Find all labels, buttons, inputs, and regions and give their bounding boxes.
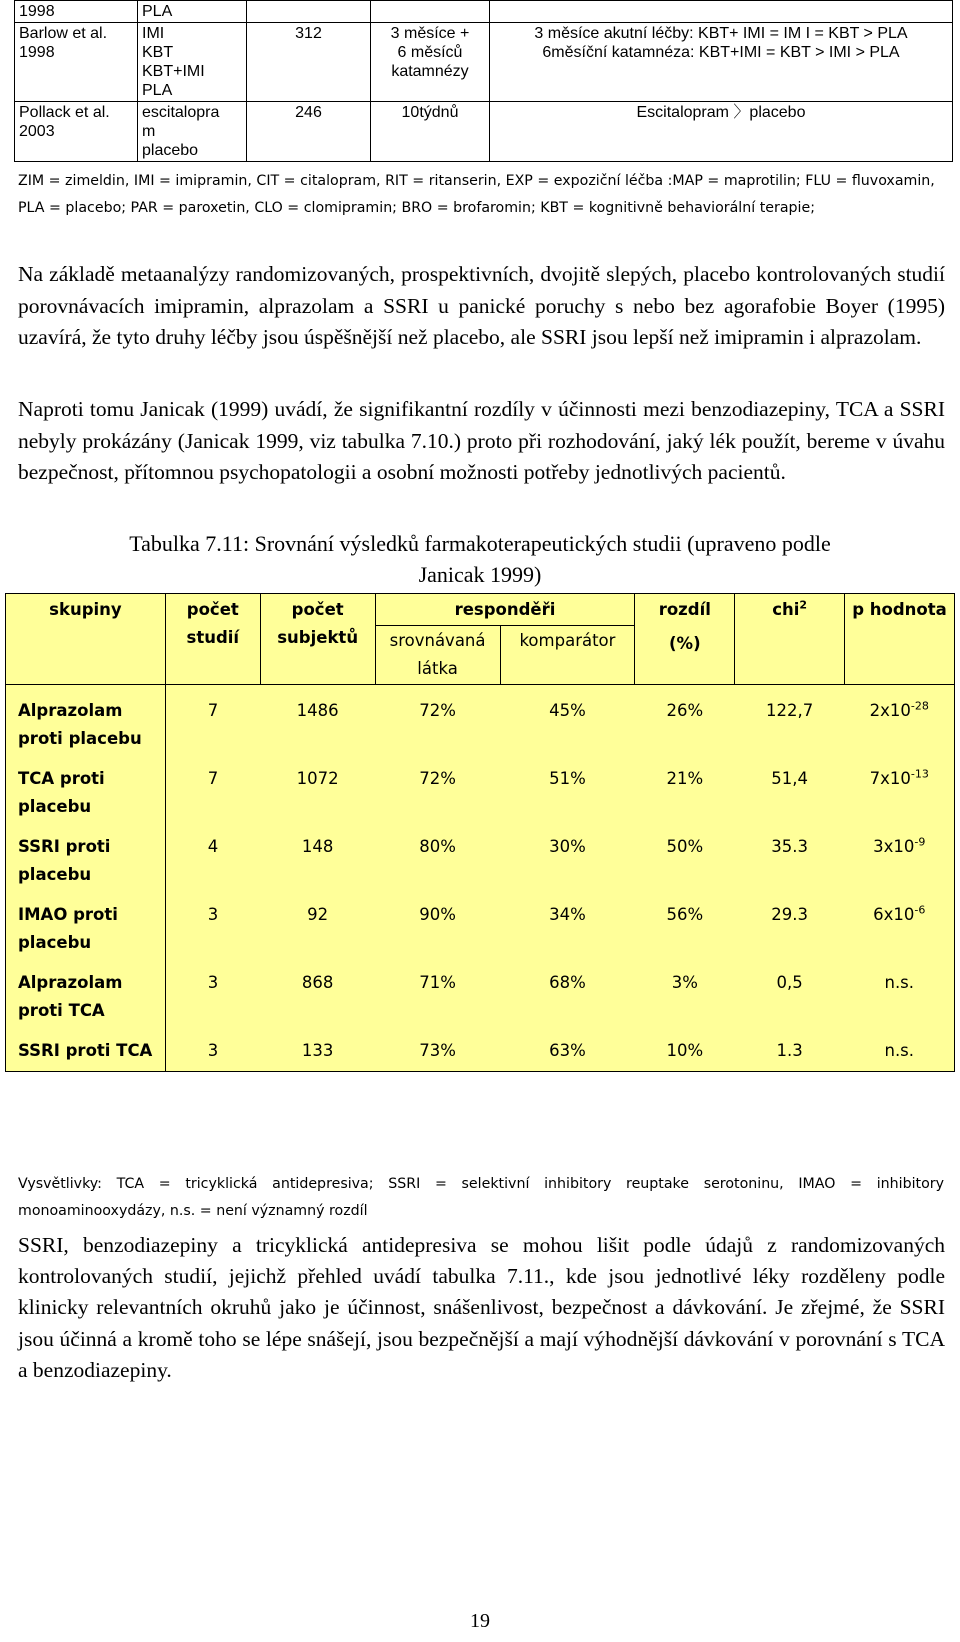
header-p-value: p hodnota — [845, 594, 955, 685]
compared-cell: 90% — [375, 895, 500, 963]
subjects-cell: 148 — [260, 827, 375, 895]
header-groups: skupiny — [6, 594, 166, 685]
header-responders: responděři — [375, 594, 635, 626]
comparator-cell: 34% — [500, 895, 635, 963]
difference-cell: 56% — [635, 895, 735, 963]
studies-cell: 7 — [165, 759, 260, 827]
studies-cell: 3 — [165, 1031, 260, 1072]
study-n-cell — [247, 102, 371, 162]
chi-cell: 51,4 — [735, 759, 845, 827]
paragraph-janicak: Naproti tomu Janicak (1999) uvádí, že signifikantní rozdíly v účinnosti mezi benzodiazepiny, TCA a SSRI nebyly prokázány (Janicak 1999, viz tabulka 7.10.) proto při rozhodování, jaký lék použít, bereme v úvahu bezpečnost, přítomnou psychopatologii a osobní možnosti potřeby jednotlivých pacientů. — [18, 397, 945, 484]
study-result-line: 3 měsíce akutní léčby: KBT+ IMI = IM I = KBT > PLA — [534, 25, 908, 42]
study-groups-cell — [138, 102, 247, 162]
subjects-cell: 92 — [260, 895, 375, 963]
p-value-exponent: -9 — [914, 835, 926, 849]
abbreviation-note: ZIM = zimeldin, IMI = imipramin, CIT = citalopram, RIT = ritanserin, EXP = expoziční léčba :MAP = maprotilin; FLU = fluvoxamin, PLA = placebo; PAR = paroxetin, CLO = clomipramin; BRO = brofaromin; KBT = kognitivně behaviorální terapie; — [18, 173, 935, 216]
p-value-cell — [845, 895, 955, 963]
study-groups-cell — [138, 23, 247, 102]
caption-line-2: Janicak 1999) — [418, 562, 542, 587]
comparison-row — [6, 895, 955, 963]
pharmacotherapy-comparison-table — [5, 593, 955, 1072]
p-value-exponent: -28 — [910, 699, 929, 713]
comparison-row — [6, 1031, 955, 1072]
subjects-cell: 1072 — [260, 759, 375, 827]
p-value-exponent: -6 — [914, 903, 926, 917]
compared-cell: 72% — [375, 759, 500, 827]
study-study-cell — [15, 23, 138, 102]
study-groups-line: placebo — [142, 142, 199, 159]
header-chi — [735, 594, 845, 685]
header-comparator: komparátor — [500, 626, 635, 685]
study-result-cell — [490, 23, 953, 102]
compared-cell: 72% — [375, 685, 500, 760]
group-cell: SSRI proti placebu — [6, 827, 166, 895]
comparison-row — [6, 963, 955, 1031]
paragraph-ssri-summary: SSRI, benzodiazepiny a tricyklická antidepresiva se mohou lišit podle údajů z randomizovaných kontrolovaných studií, jejichž přehled uvádí tabulka 7.11., kde jsou jednotlivé léky rozděleny podle klinicky relevantních okruhů jako je účinnost, snášenlivost, bezpečnost a dávkování. Je zřejmé, že SSRI jsou účinná a kromě toho se lépe snášejí, jsou bezpečnější a mají výhodnější dávkování v porovnání s TCA a benzodiazepiny. — [18, 1233, 945, 1382]
header-chi-exponent: 2 — [799, 598, 808, 612]
header-compared-substance: srovnávaná látka — [375, 626, 500, 685]
group-cell: Alprazolam proti TCA — [6, 963, 166, 1031]
p-value-cell — [845, 963, 955, 1031]
header-difference-unit: (%) — [669, 634, 701, 653]
explanations-note: Vysvětlivky: TCA = tricyklická antidepresiva; SSRI = selektivní inhibitory reuptake serotoninu, IMAO = inhibitory monoaminooxydázy, n.s. = není významný rozdíl — [18, 1176, 944, 1219]
study-row — [15, 1, 953, 23]
header-chi-label: chi — [772, 600, 800, 619]
compared-cell: 71% — [375, 963, 500, 1031]
study-groups-line: KBT — [142, 44, 174, 61]
p-value-base: 3x10 — [873, 837, 915, 856]
study-study-line: 1998 — [19, 3, 55, 20]
study-study-line: Barlow et al. — [19, 25, 108, 42]
comparison-row — [6, 827, 955, 895]
chi-cell: 122,7 — [735, 685, 845, 760]
studies-cell: 7 — [165, 685, 260, 760]
difference-cell: 10% — [635, 1031, 735, 1072]
chi-cell: 29.3 — [735, 895, 845, 963]
study-duration-line: katamnézy — [391, 63, 469, 80]
chi-cell: 1.3 — [735, 1031, 845, 1072]
header-studies: počet studií — [165, 594, 260, 685]
header-subjects: počet subjektů — [260, 594, 375, 685]
comparator-cell: 63% — [500, 1031, 635, 1072]
p-value-cell — [845, 827, 955, 895]
header-difference — [635, 594, 735, 685]
study-n-value: 312 — [295, 25, 322, 42]
chi-cell: 0,5 — [735, 963, 845, 1031]
study-result-cell — [490, 1, 953, 23]
group-cell: Alprazolam proti placebu — [6, 685, 166, 760]
comparator-cell: 45% — [500, 685, 635, 760]
comparison-row — [6, 685, 955, 760]
study-duration-line: 10týdnů — [401, 104, 459, 121]
study-groups-line: m — [142, 123, 156, 140]
p-value-base: n.s. — [884, 1041, 915, 1060]
p-value-cell — [845, 685, 955, 760]
study-n-cell — [247, 23, 371, 102]
study-groups-line: PLA — [142, 82, 173, 99]
p-value-cell — [845, 1031, 955, 1072]
p-value-base: 7x10 — [869, 769, 911, 788]
paragraph-boyer: Na základě metaanalýzy randomizovaných, prospektivních, dvojitě slepých, placebo kontrolovaných studií porovnávacích imipramin, alprazolam a SSRI u panické poruchy s nebo bez agorafobie Boyer (1995) uzavírá, že tyto druhy léčby jsou úspěšnější než placebo, ale SSRI jsou lepší než imipramin i alprazolam. — [18, 262, 945, 349]
study-study-line: Pollack et al. — [19, 104, 110, 121]
study-n-value: 246 — [295, 104, 322, 121]
study-duration-cell — [371, 1, 490, 23]
p-value-cell — [845, 759, 955, 827]
header-difference-label: rozdíl — [658, 600, 711, 619]
subjects-cell: 868 — [260, 963, 375, 1031]
study-groups-line: IMI — [142, 25, 165, 42]
subjects-cell: 133 — [260, 1031, 375, 1072]
study-study-line: 1998 — [19, 44, 55, 61]
difference-cell: 50% — [635, 827, 735, 895]
studies-cell: 4 — [165, 827, 260, 895]
p-value-base: n.s. — [884, 973, 915, 992]
p-value-base: 2x10 — [869, 701, 911, 720]
study-groups-line: KBT+IMI — [142, 63, 205, 80]
studies-cell: 3 — [165, 963, 260, 1031]
subjects-cell: 1486 — [260, 685, 375, 760]
study-result-line: Escitalopram 〉placebo — [636, 104, 806, 121]
study-duration-line: 6 měsíců — [397, 44, 463, 61]
comparison-row — [6, 759, 955, 827]
study-study-line: 2003 — [19, 123, 55, 140]
compared-cell: 80% — [375, 827, 500, 895]
study-n-cell — [247, 1, 371, 23]
chi-cell: 35.3 — [735, 827, 845, 895]
page-number: 19 — [470, 1610, 490, 1632]
study-groups-cell — [138, 1, 247, 23]
group-cell: IMAO proti placebu — [6, 895, 166, 963]
comparator-cell: 51% — [500, 759, 635, 827]
table-caption — [0, 528, 960, 590]
study-groups-line: PLA — [142, 3, 173, 20]
study-result-line: 6měsíční katamnéza: KBT+IMI = KBT > IMI > PLA — [542, 44, 900, 61]
caption-line-1: Tabulka 7.11: Srovnání výsledků farmakoterapeutických studii (upraveno podle — [129, 531, 831, 556]
group-cell: SSRI proti TCA — [6, 1031, 166, 1072]
difference-cell: 3% — [635, 963, 735, 1031]
study-row — [15, 102, 953, 162]
study-duration-cell — [371, 23, 490, 102]
group-cell: TCA proti placebu — [6, 759, 166, 827]
study-study-cell — [15, 1, 138, 23]
difference-cell: 26% — [635, 685, 735, 760]
p-value-exponent: -13 — [910, 767, 929, 781]
comparator-cell: 68% — [500, 963, 635, 1031]
study-duration-line: 3 měsíce + — [390, 25, 470, 42]
comparator-cell: 30% — [500, 827, 635, 895]
study-groups-line: escitalopra — [142, 104, 220, 121]
study-duration-cell — [371, 102, 490, 162]
difference-cell: 21% — [635, 759, 735, 827]
study-row — [15, 23, 953, 102]
compared-cell: 73% — [375, 1031, 500, 1072]
study-result-cell — [490, 102, 953, 162]
studies-cell: 3 — [165, 895, 260, 963]
study-study-cell — [15, 102, 138, 162]
p-value-base: 6x10 — [873, 905, 915, 924]
studies-table-continued — [14, 0, 953, 162]
